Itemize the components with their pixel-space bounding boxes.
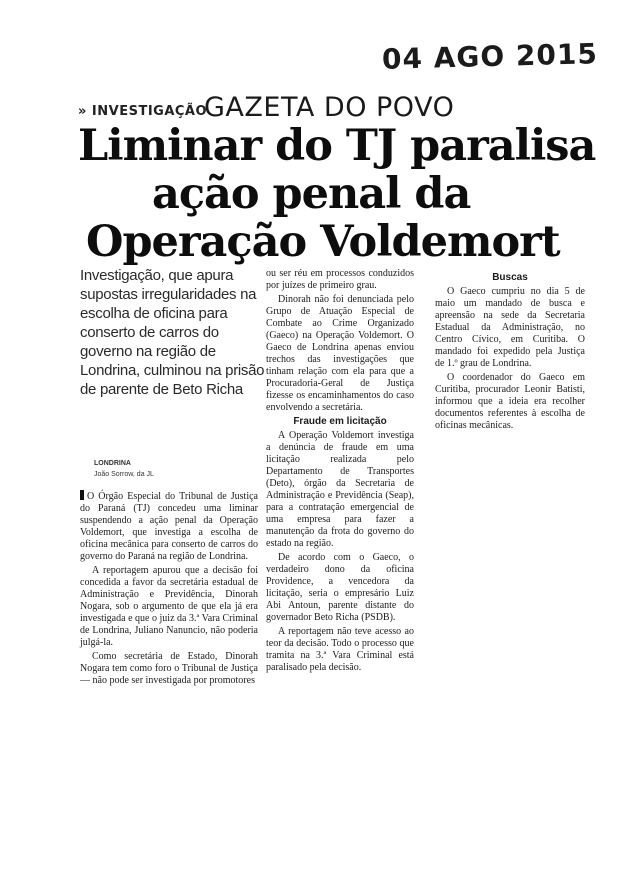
date-stamp: 04 AGO 2015 bbox=[381, 37, 599, 76]
headline-line-3: Operação Voldemort bbox=[86, 217, 560, 267]
column1-paragraph-3: Como secretária de Estado, Dinorah Nogara tem como foro o Tribunal de Justiça — não pode ser investigada por promotores bbox=[80, 651, 258, 686]
column3-paragraph-2: O coordenador do Gaeco em Curitiba, procurador Leonir Batisti, informou que a ideia era recolher documentos referentes à escolha de oficinas mecânicas. bbox=[435, 372, 585, 431]
column3-paragraph-1: O Gaeco cumpriu no dia 5 de maio um mandado de busca e apreensão na sede da Secretaria Estadual da Administração, no Centro Cívico, em Curitiba. O mandado foi expedido pela Justiça de 1.º grau de Londrina. bbox=[435, 286, 585, 369]
column2-paragraph-5: A reportagem não teve acesso ao teor da decisão. Todo o processo que tramita na 3.ª Vara Criminal está paralisado pela decisão. bbox=[266, 626, 414, 673]
section-kicker: » INVESTIGAÇÃO bbox=[78, 104, 208, 119]
headline-line-2: ação penal da bbox=[152, 169, 471, 219]
column3-subhead: Buscas bbox=[492, 272, 528, 283]
newspaper-masthead: GAZETA DO POVO bbox=[204, 92, 455, 123]
credit-city: LONDRINA bbox=[94, 460, 131, 467]
column2-paragraph-1: ou ser réu em processos conduzidos por juízes de primeiro grau. bbox=[266, 268, 414, 291]
article-column-3 bbox=[435, 272, 585, 434]
article-column-1 bbox=[80, 490, 258, 689]
column2-subhead: Fraude em licitação bbox=[293, 416, 387, 427]
article-headline bbox=[78, 122, 608, 266]
column2-paragraph-4: De acordo com o Gaeco, o verdadeiro dono da oficina Providence, a vencedora da licitação, seria o empresário Luiz Abi Antoun, parente distante do governador Beto Richa (PSDB). bbox=[266, 552, 414, 623]
column2-paragraph-2: Dinorah não foi denunciada pelo Grupo de Atuação Especial de Combate ao Crime Organizado (Gaeco) na Operação Voldemort. O Gaeco de Londrina apenas enviou trechos das investigações que tinham relação com ela para que a Procuradoria-Geral de Justiça fizesse os encaminhamentos do caso envolvendo a secretária. bbox=[266, 294, 414, 413]
article-lede: Investigação, que apura supostas irregularidades na escolha de oficina para conserto de carros do governo na região de Londrina, culminou na prisão de parente de Beto Richa bbox=[80, 267, 265, 398]
column1-paragraph-2: A reportagem apurou que a decisão foi concedida a favor da secretária estadual de Administração e Previdência, Dinorah Nogara, sob o argumento de que ela já era investigada e que o juiz da 3.ª Vara Criminal de Londrina, Juliano Nanuncio, não poderia julgá-la. bbox=[80, 565, 258, 648]
article-column-2 bbox=[266, 268, 414, 676]
headline-line-1: Liminar do TJ paralisa bbox=[78, 121, 596, 171]
column2-paragraph-3: A Operação Voldemort investiga a denúncia de fraude em uma licitação realizada pelo Departamento de Transportes (Deto), órgão da Secretaria de Administração e Previdência (Seap), para a contratação emergencial de uma empresa para fazer a manutenção da frota do governo do estado na região. bbox=[266, 430, 414, 549]
paragraph-marker bbox=[80, 490, 84, 500]
column1-paragraph-1: O Órgão Especial do Tribunal de Justiça do Paraná (TJ) concedeu uma liminar suspendendo a ação penal da Operação Voldemort, que investiga a escolha de oficina mecânica para conserto de carros do governo do Paraná na região de Londrina. bbox=[80, 491, 258, 562]
credit-author: João Sorrow, da JL bbox=[94, 471, 154, 478]
